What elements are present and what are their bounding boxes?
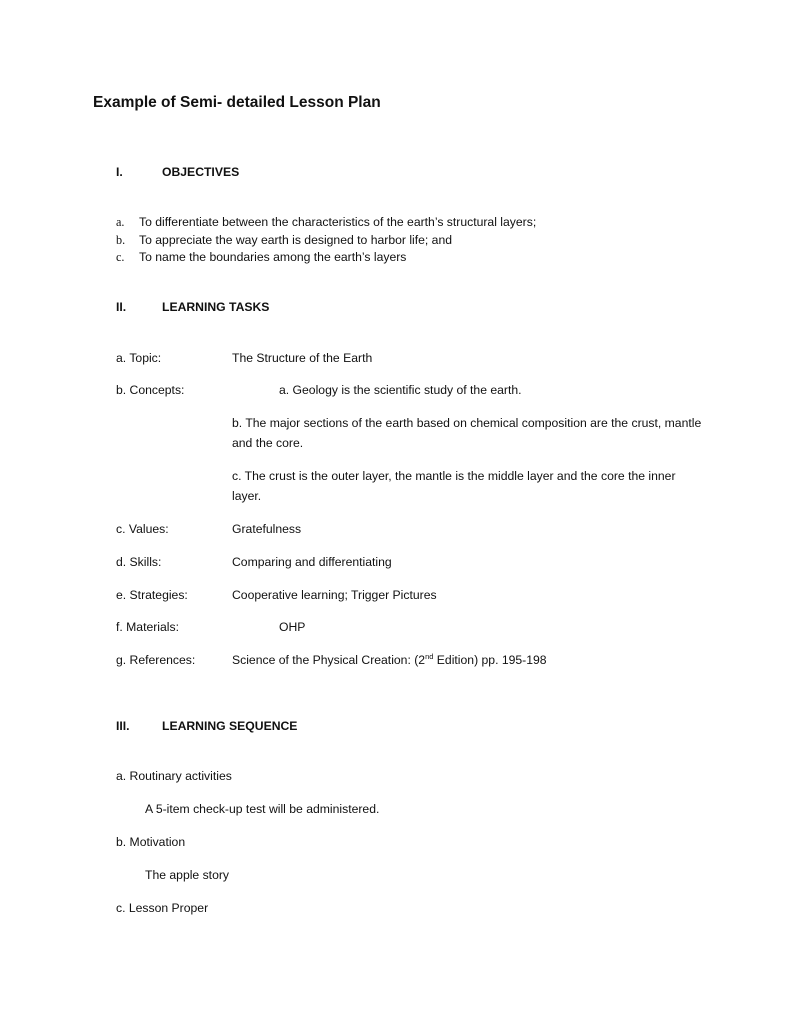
objective-letter: c. xyxy=(116,250,125,264)
section-title-learning-tasks: LEARNING TASKS xyxy=(162,300,270,314)
section-number-objectives: I. xyxy=(116,165,123,179)
motivation-text: The apple story xyxy=(145,868,230,882)
concept-item: b. The major sections of the earth based on chemical composition are the crust, mantle and the core. xyxy=(232,416,702,450)
section-number-learning-sequence: III. xyxy=(116,719,130,733)
lesson-proper-label: c. Lesson Proper xyxy=(116,901,209,915)
concept-item: c. The crust is the outer layer, the mantle is the middle layer and the core the inner layer. xyxy=(232,469,676,503)
references-superscript: nd xyxy=(425,651,434,661)
objective-item: To appreciate the way earth is designed to harbor life; and xyxy=(139,233,453,247)
objective-letter: b. xyxy=(116,233,126,247)
materials-value: OHP xyxy=(279,620,306,634)
references-value xyxy=(232,653,547,667)
objective-item: To differentiate between the characteristics of the earth’s structural layers; xyxy=(139,215,537,229)
strategies-value: Cooperative learning; Trigger Pictures xyxy=(232,588,437,602)
routinary-label: a. Routinary activities xyxy=(116,769,232,783)
section-title-objectives: OBJECTIVES xyxy=(162,165,240,179)
topic-value: The Structure of the Earth xyxy=(232,351,373,365)
concept-item: a. Geology is the scientific study of the earth. xyxy=(279,383,522,397)
routinary-text: A 5-item check-up test will be administered. xyxy=(145,802,380,816)
materials-label: f. Materials: xyxy=(116,620,179,634)
values-value: Gratefulness xyxy=(232,522,302,536)
section-title-learning-sequence: LEARNING SEQUENCE xyxy=(162,719,298,733)
values-label: c. Values: xyxy=(116,522,169,536)
references-text: Edition) pp. 195-198 xyxy=(433,653,547,667)
skills-label: d. Skills: xyxy=(116,555,162,569)
skills-value: Comparing and differentiating xyxy=(232,555,392,569)
objective-item: To name the boundaries among the earth’s layers xyxy=(139,250,407,264)
objective-letter: a. xyxy=(116,215,125,229)
topic-label: a. Topic: xyxy=(116,351,162,365)
page-title: Example of Semi- detailed Lesson Plan xyxy=(93,94,381,111)
motivation-label: b. Motivation xyxy=(116,835,186,849)
section-number-learning-tasks: II. xyxy=(116,300,127,314)
concepts-label: b. Concepts: xyxy=(116,383,185,397)
strategies-label: e. Strategies: xyxy=(116,588,188,602)
references-text: Science of the Physical Creation: (2 xyxy=(232,653,426,667)
references-label: g. References: xyxy=(116,653,196,667)
